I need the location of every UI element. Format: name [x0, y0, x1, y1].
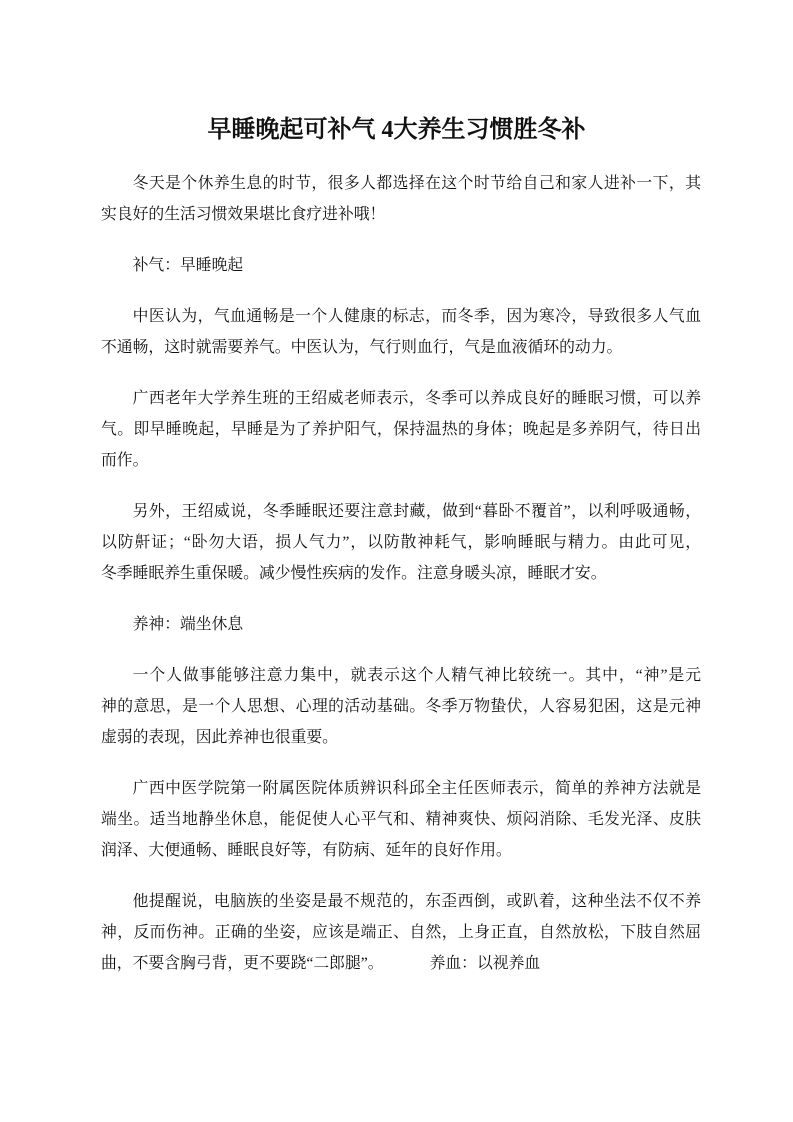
section-heading — [101, 250, 701, 281]
line-text: 中医认为，气血通畅是一个人健康的标志，而冬季，因为寒冷，导致很多人气血 — [132, 308, 701, 325]
paragraph — [101, 660, 701, 753]
line-text: 一个人做事能够注意力集中，就表示这个人精气神比较统一。其中，“神”是元 — [132, 667, 701, 684]
paragraph — [101, 886, 701, 979]
text-line — [101, 691, 701, 722]
line-text: 气。即早睡晚起，早睡是为了养护阳气，保持温热的身体；晚起是多养阴气，待日出 — [101, 421, 701, 438]
section-heading — [101, 609, 701, 640]
text-line — [101, 332, 701, 363]
text-line — [101, 722, 701, 753]
text-line — [101, 301, 701, 332]
text-line — [101, 445, 701, 476]
line-text: 养神：端坐休息 — [132, 616, 244, 633]
line-text: 润泽、大便通畅、睡眠良好等，有防病、延年的良好作用。 — [101, 842, 512, 859]
text-line — [101, 250, 701, 281]
line-text: 曲，不要含胸弓背，更不要跷“二郎腿”。 — [101, 955, 384, 972]
text-line — [101, 660, 701, 691]
line-text: 实良好的生活习惯效果堪比食疗进补哦！ — [101, 206, 386, 223]
text-line — [101, 948, 701, 979]
line-text: 广西中医学院第一附属医院体质辨识科邱全主任医师表示，简单的养神方法就是 — [132, 780, 701, 797]
paragraph — [101, 496, 701, 589]
text-line — [101, 773, 701, 804]
section-heading: 养血：以视养血 — [429, 955, 541, 972]
text-line — [101, 886, 701, 917]
line-text: 端坐。适当地静坐休息，能促使人心平气和、精神爽快、烦闷消除、毛发光泽、皮肤 — [101, 811, 701, 828]
text-line — [101, 835, 701, 866]
line-text: 补气：早睡晚起 — [132, 257, 244, 274]
line-text: 冬天是个休养生息的时节，很多人都选择在这个时节给自己和家人进补一下，其 — [132, 175, 701, 192]
text-line — [101, 609, 701, 640]
text-line — [101, 917, 701, 948]
line-text: 他提醒说，电脑族的坐姿是最不规范的，东歪西倒，或趴着，这种坐法不仅不养 — [132, 893, 701, 910]
page-title: 早睡晚起可补气 4大养生习惯胜冬补 — [207, 117, 586, 143]
text-line — [101, 199, 701, 230]
line-text: 不通畅，这时就需要养气。中医认为，气行则血行，气是血液循环的动力。 — [101, 339, 623, 356]
line-text: 神，反而伤神。正确的坐姿，应该是端正、自然，上身正直，自然放松，下肢自然屈 — [101, 924, 701, 941]
text-line — [101, 804, 701, 835]
text-line — [101, 168, 701, 199]
text-line — [101, 496, 701, 527]
article-body — [101, 168, 701, 999]
line-text: 而作。 — [101, 452, 149, 469]
line-text: 以防鼾证；“卧勿大语，损人气力”，以防散神耗气，影响睡眠与精力。由此可见， — [101, 534, 701, 551]
text-line — [101, 527, 701, 558]
line-text: 神的意思，是一个人思想、心理的活动基础。冬季万物蛰伏，人容易犯困，这是元神 — [101, 698, 701, 715]
paragraph — [101, 773, 701, 866]
text-line — [101, 414, 701, 445]
text-line — [101, 558, 701, 589]
line-text: 广西老年大学养生班的王绍威老师表示，冬季可以养成良好的睡眠习惯，可以养 — [132, 390, 701, 407]
paragraph — [101, 168, 701, 230]
line-text: 冬季睡眠养生重保暖。减少慢性疾病的发作。注意身暖头凉，睡眠才安。 — [101, 565, 607, 582]
paragraph — [101, 383, 701, 476]
paragraph — [101, 301, 701, 363]
line-text: 另外，王绍威说，冬季睡眠还要注意封藏，做到“暮卧不覆首”，以利呼吸通畅， — [132, 503, 701, 520]
text-line — [101, 383, 701, 414]
line-text: 虚弱的表现，因此养神也很重要。 — [101, 729, 338, 746]
